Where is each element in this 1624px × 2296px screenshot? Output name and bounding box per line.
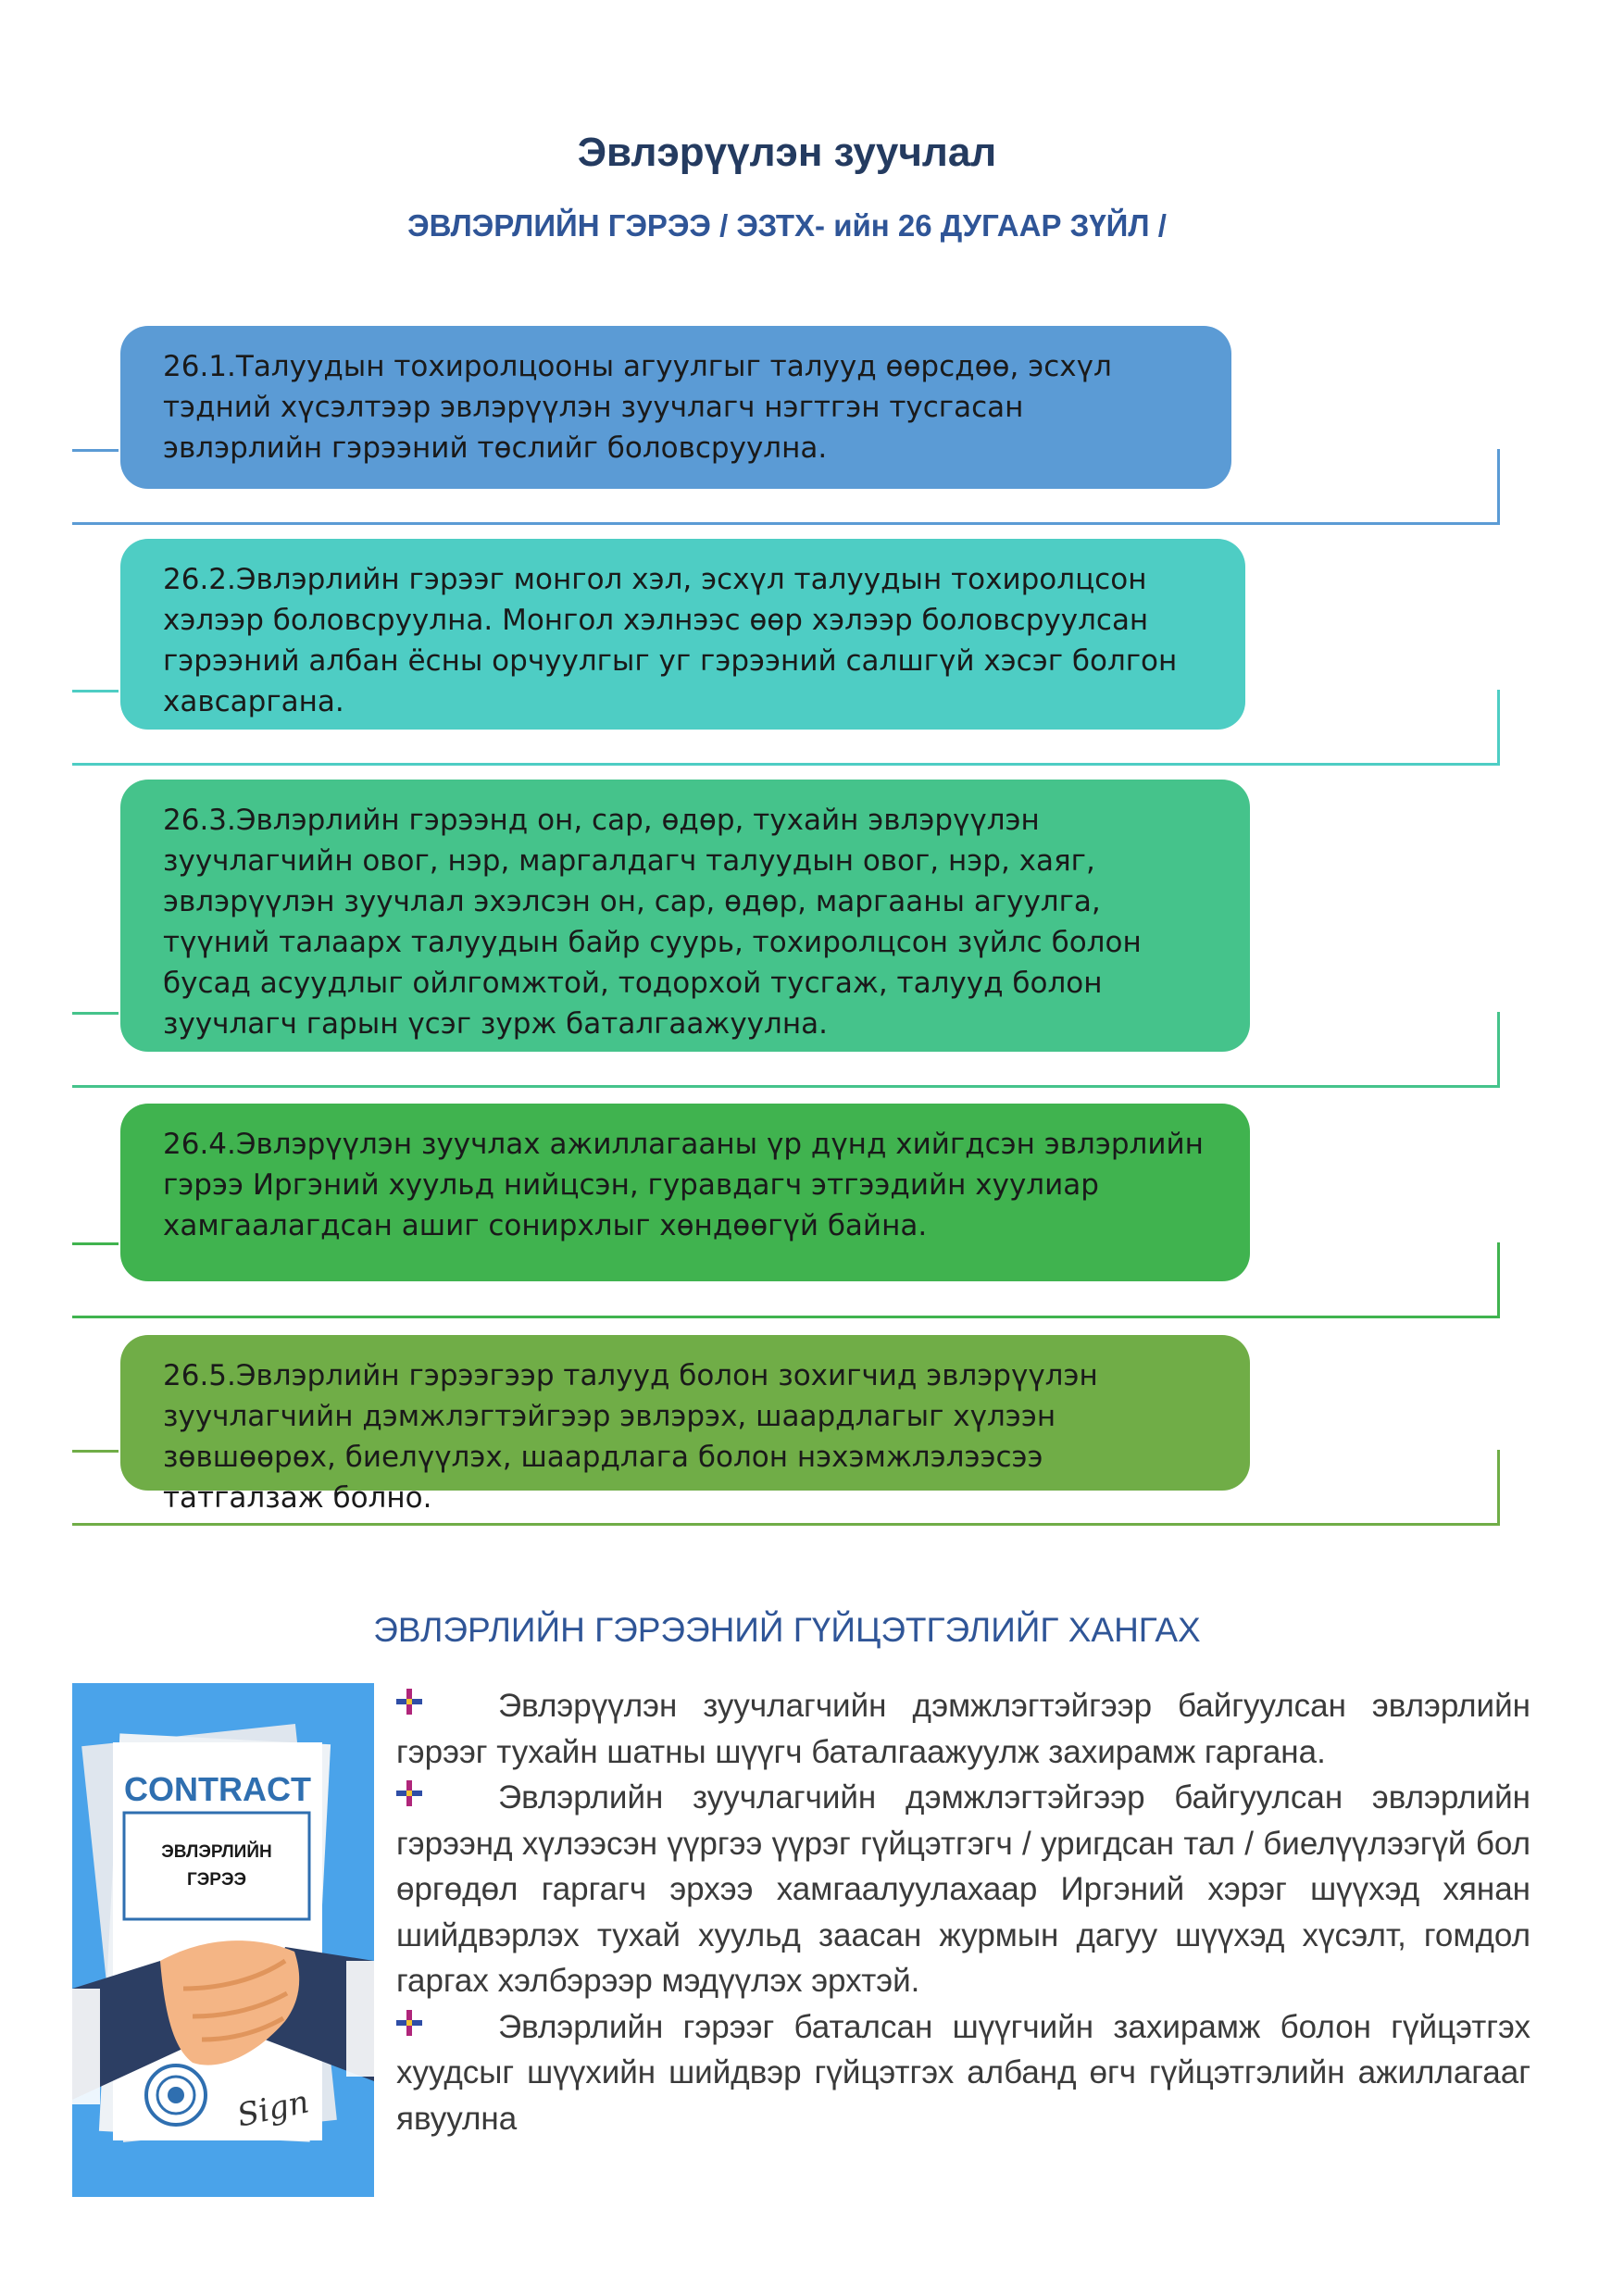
page-subtitle: ЭВЛЭРЛИЙН ГЭРЭЭ / ЭЗТХ- ийн 26 ДУГААР ЗҮЙЛ / <box>407 208 1167 243</box>
article-box: 26.5.Эвлэрлийн гэрээгээр талууд болон зохигчид эвлэрүүлэн зуучлагчийн дэмжлэгтэйгээр эвлэрэх, шаардлагыг хүлээн зөвшөөрөх, биелүүлэх, шаардлага болон нэхэмжлэлээсээ татгалзаж болно. <box>120 1335 1250 1491</box>
list-item <box>396 1683 1530 1775</box>
section-title: ЭВЛЭРЛИЙН ГЭРЭЭНИЙ ГҮЙЦЭТГЭЛИЙГ ХАНГАХ <box>373 1611 1201 1649</box>
bullet-arrow-icon <box>396 1691 498 1716</box>
article-box: 26.3.Эвлэрлийн гэрээнд он, сар, өдөр, тухайн эвлэрүүлэн зуучлагчийн овог, нэр, маргалдагч талуудын овог, нэр, хаяг, эвлэрүүлэн зуучлал эхэлсэн он, сар, өдөр, маргааны агуулга, түүний талаарх талуудын байр суурь, тохиролцсон зүйлс болон бусад асуудлыг ойлгомжтой, тодорхой тусгаж, талууд болон зуучлагч гарын үсэг зурж баталгаажуулна. <box>120 780 1250 1052</box>
page-title: Эвлэрүүлэн зуучлал <box>577 130 997 175</box>
list-item <box>396 2004 1530 2142</box>
contract-heading: CONTRACT <box>124 1770 311 1808</box>
signature: Sign <box>233 2083 313 2135</box>
handshake-contract-icon <box>72 1683 374 2197</box>
bullet-text: Эвлэрүүлэн зуучлагчийн дэмжлэгтэйгээр байгуулсан эвлэрлийн гэрээг тухайн шатны шүүгч баталгаажуулж захирамж гаргана. <box>396 1688 1530 1770</box>
article-connector <box>72 690 119 693</box>
bullet-text: Эвлэрлийн зуучлагчийн дэмжлэгтэйгээр байгуулсан эвлэрлийн гэрээнд хүлээсэн үүргээ үүрэг гүйцэтгэгч / уригдсан тал / биелүүлээгүй бол өргөдөл гаргагч эрхээ хамгаалуулахаар Иргэний хэрэг шүүхэд хянан шийдвэрлэх тухай хуульд заасан журмын дагуу шүүхэд хүсэлт, гомдол гаргах хэлбэрээр мэдүүлэх эрхтэй. <box>396 1779 1530 1999</box>
article-box: 26.4.Эвлэрүүлэн зуучлах ажиллагааны үр дүнд хийгдсэн эвлэрлийн гэрээ Иргэний хуульд нийцсэн, гуравдагч этгээдийн хуулиар хамгаалагдсан ашиг сонирхлыг хөндөөгүй байна. <box>120 1104 1250 1281</box>
bullet-text: Эвлэрлийн гэрээг баталсан шүүгчийн захирамж болон гүйцэтгэх хуудсыг шүүхийн шийдвэр гүйцэтгэх албанд өгч гүйцэтгэлийн ажиллагааг явуулна <box>396 2008 1530 2137</box>
list-item <box>396 1775 1530 2004</box>
contract-illustration <box>72 1683 374 2197</box>
article-box: 26.2.Эвлэрлийн гэрээг монгол хэл, эсхүл талуудын тохиролцсон хэлээр боловсруулна. Монгол хэлнээс өөр хэлээр боловсруулсан гэрээний албан ёсны орчуулгыг уг гэрээний салшгүй хэсэг болгон хавсаргана. <box>120 539 1245 730</box>
contract-label: ЭВЛЭРЛИЙН ГЭРЭЭ <box>161 1842 272 1890</box>
article-box: 26.1.Талуудын тохиролцооны агуулгыг талууд өөрсдөө, эсхүл тэдний хүсэлтээр эвлэрүүлэн зуучлагч нэгтгэн тусгасан эвлэрлийн гэрээний төслийг боловсруулна. <box>120 326 1231 489</box>
article-connector <box>72 1242 119 1245</box>
article-connector <box>72 1012 119 1015</box>
bullet-arrow-icon <box>396 1782 498 1808</box>
bullet-arrow-icon <box>396 2012 498 2038</box>
article-connector <box>72 1450 119 1453</box>
enforcement-bullets <box>396 1683 1530 2141</box>
article-connector <box>72 449 119 452</box>
